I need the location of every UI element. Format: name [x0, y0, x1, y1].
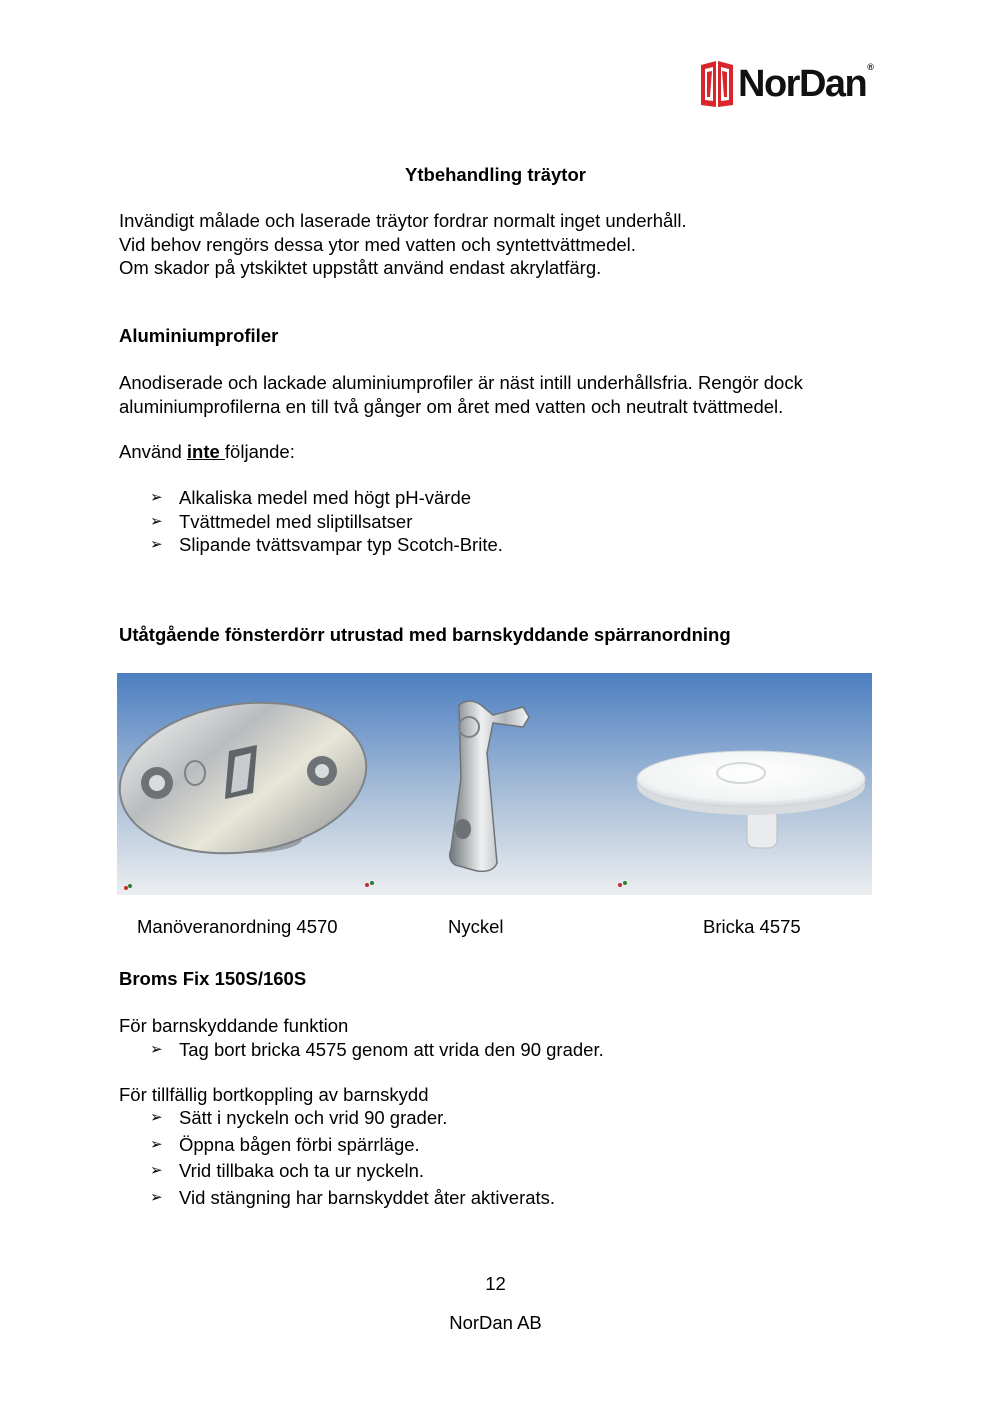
list-item: ➢ Tvättmedel med sliptillsatser: [150, 510, 413, 532]
paragraph-line: Invändigt målade och laserade träytor fordrar normalt inget underhåll.: [119, 210, 687, 231]
arrowhead-bullet-icon: ➢: [150, 1041, 163, 1058]
arrowhead-bullet-icon: ➢: [150, 512, 163, 530]
product-photo: [117, 673, 872, 895]
logo-wordmark: NorDan®: [738, 62, 873, 105]
paragraph-line: Om skador på ytskiktet uppstått använd endast akrylatfärg.: [119, 257, 602, 278]
list-item: ➢ Slipande tvättsvampar typ Scotch-Brite.: [150, 534, 503, 555]
arrowhead-bullet-icon: ➢: [150, 1135, 163, 1153]
aluminium-paragraph: [119, 371, 803, 418]
list-item: ➢ Vrid tillbaka och ta ur nyckeln.: [119, 1158, 879, 1185]
arrowhead-bullet-icon: ➢: [150, 1188, 163, 1206]
child-safety-bullet-list: [119, 1038, 879, 1062]
arrowhead-bullet-icon: ➢: [150, 1162, 163, 1179]
list-item: ➢ Tag bort bricka 4575 genom att vrida den 90 grader.: [150, 1039, 604, 1060]
section-title-aluminium: Aluminiumprofiler: [119, 325, 279, 346]
use-suffix: följande:: [224, 441, 295, 462]
caption-washer: Bricka 4575: [703, 916, 801, 937]
temporary-disable-intro: För tillfällig bortkoppling av barnskydd: [119, 1084, 429, 1105]
nordan-logo: [698, 58, 878, 110]
arrowhead-bullet-icon: ➢: [150, 536, 163, 553]
section-title-child-lock: Utåtgående fönsterdörr utrustad med barnskyddande spärranordning: [119, 624, 731, 645]
arrowhead-bullet-icon: ➢: [150, 1109, 163, 1126]
temporary-disable-bullet-list: [119, 1105, 879, 1211]
window-logo-icon: [698, 59, 736, 109]
caption-operating-device: Manöveranordning 4570: [137, 916, 338, 937]
arrowhead-bullet-icon: ➢: [150, 489, 163, 506]
use-emphasis: inte: [186, 441, 225, 462]
list-item: ➢ Vid stängning har barnskyddet åter aktiverats.: [119, 1185, 879, 1212]
child-safety-intro: För barnskyddande funktion: [119, 1015, 349, 1036]
paragraph-line: Vid behov rengörs dessa ytor med vatten och syntettvättmedel.: [119, 233, 636, 255]
caption-key: Nyckel: [448, 916, 504, 937]
use-not-following: [119, 440, 295, 464]
product-render: [117, 673, 872, 895]
aluminium-bullet-list: [119, 486, 879, 557]
paragraph-line: Anodiserade och lackade aluminiumprofiler är näst intill underhållsfria. Rengör dock: [119, 372, 803, 393]
use-prefix: Använd: [119, 441, 187, 462]
list-item: ➢ Alkaliska medel med högt pH-värde: [150, 487, 472, 508]
list-item: ➢ Öppna bågen förbi spärrläge.: [119, 1132, 879, 1159]
section-title-surface-treatment: Ytbehandling träytor: [405, 164, 586, 185]
list-item: ➢ Sätt i nyckeln och vrid 90 grader.: [119, 1105, 879, 1132]
page-number: 12: [485, 1273, 506, 1294]
section-title-broms-fix: Broms Fix 150S/160S: [119, 968, 307, 989]
footer-company: NorDan AB: [449, 1312, 542, 1333]
paragraph-line: aluminiumprofilerna en till två gånger om året med vatten och neutralt tvättmedel.: [119, 395, 784, 417]
surface-treatment-paragraph: [119, 209, 687, 280]
